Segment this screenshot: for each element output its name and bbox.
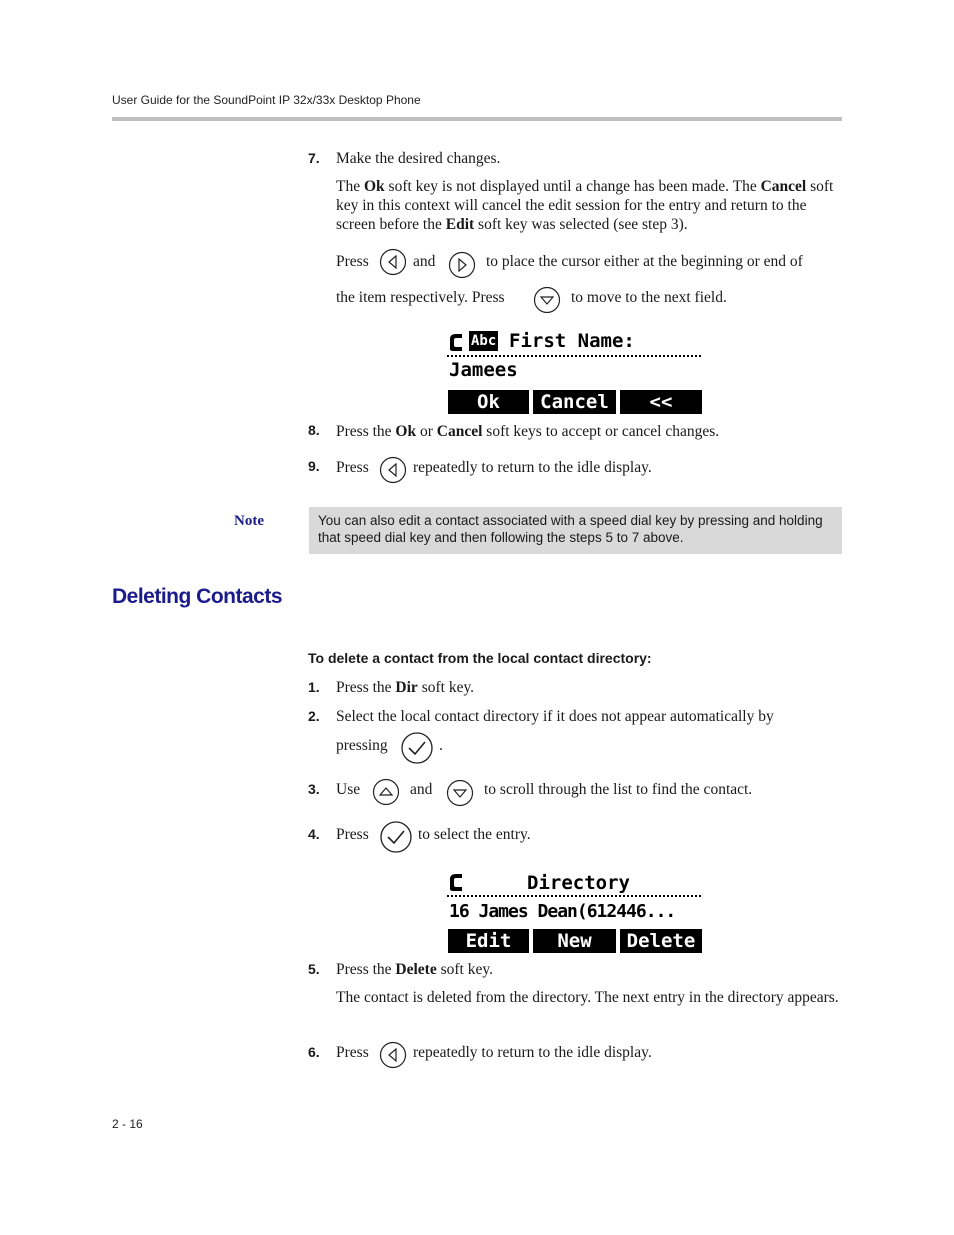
delete-step-5-number: 5. [308, 961, 320, 977]
left-arrow-key-icon [379, 1041, 407, 1069]
select-check-key-icon [400, 731, 434, 765]
down-arrow-key-icon [446, 779, 474, 807]
note-text: You can also edit a contact associated with a speed dial key by pressing and holding that speed dial key and then following the steps 5 to 7 above. [318, 513, 823, 545]
softkey-cancel[interactable]: Cancel [533, 390, 616, 414]
softkey-new[interactable]: New [533, 929, 616, 953]
item-text: the item respectively. Press [336, 289, 505, 306]
delete-step-6-text: repeatedly to return to the idle display. [413, 1044, 652, 1061]
delete-step-3-number: 3. [308, 781, 320, 797]
screen-field-value: Jamees [449, 359, 518, 381]
delete-step-2-text: Select the local contact directory if it does not appear automatically by [336, 708, 774, 725]
screen-field-label: First Name: [509, 330, 635, 352]
note-label: Note [234, 513, 264, 529]
directory-entry: 16 James Dean(612446... [449, 901, 676, 922]
step-7-press-line: Press [336, 253, 369, 270]
delete-step-6-press: Press [336, 1044, 369, 1061]
running-header: User Guide for the SoundPoint IP 32x/33x Desktop Phone [112, 93, 421, 107]
delete-step-3-and: and [410, 781, 433, 798]
delete-step-2-end: . [439, 737, 443, 754]
right-arrow-key-icon [448, 251, 476, 279]
section-heading: Deleting Contacts [112, 585, 283, 608]
delete-step-5-paragraph: The contact is deleted from the directory. The next entry in the directory appears. [336, 989, 839, 1006]
down-arrow-key-icon [533, 286, 561, 314]
step-7-number: 7. [308, 150, 320, 166]
step-7-paragraph: The Ok soft key is not displayed until a change has been made. The Cancel soft key in this context will cancel the edit session for the entry and return to the screen before the Edit soft key was selected (see step 3). [336, 178, 834, 233]
phone-screen-edit [447, 329, 703, 415]
softkey-delete[interactable]: Delete [620, 929, 702, 953]
softkey-ok[interactable]: Ok [448, 390, 529, 414]
phone-handset-icon [447, 871, 467, 893]
next-field-text: to move to the next field. [571, 289, 727, 306]
screen-divider [447, 895, 701, 897]
delete-step-4-press: Press [336, 826, 369, 843]
select-check-key-icon [379, 820, 413, 854]
up-arrow-key-icon [372, 778, 400, 806]
header-rule [112, 117, 842, 121]
screen-divider [447, 355, 701, 357]
left-arrow-key-icon [379, 456, 407, 484]
delete-step-5-text: Press the Delete soft key. [336, 961, 493, 978]
delete-step-6-number: 6. [308, 1044, 320, 1060]
phone-screen-directory [447, 869, 703, 955]
procedure-heading: To delete a contact from the local contact directory: [308, 650, 652, 666]
delete-step-1-text: Press the Dir soft key. [336, 679, 475, 696]
and-word: and [413, 253, 436, 270]
page-number: 2 - 16 [112, 1117, 143, 1131]
step-7-text: Make the desired changes. [336, 150, 501, 167]
delete-step-2-pressing: pressing [336, 737, 388, 754]
screen-title: Directory [527, 872, 630, 894]
softkey-edit[interactable]: Edit [448, 929, 529, 953]
delete-step-3-text: to scroll through the list to find the contact. [484, 781, 753, 798]
delete-step-4-text: to select the entry. [418, 826, 531, 843]
delete-step-1-number: 1. [308, 679, 320, 695]
left-arrow-key-icon [379, 248, 407, 276]
phone-handset-icon [447, 331, 467, 353]
input-mode-indicator: Abc [471, 333, 497, 349]
delete-step-2-number: 2. [308, 708, 320, 724]
step-9-press: Press [336, 459, 369, 476]
delete-step-4-number: 4. [308, 826, 320, 842]
step-9-number: 9. [308, 458, 320, 474]
step-8-number: 8. [308, 422, 320, 438]
cursor-text: to place the cursor either at the beginning or end of [486, 253, 803, 270]
softkey-back[interactable]: << [620, 390, 702, 414]
step-8-text: Press the Ok or Cancel soft keys to accept or cancel changes. [336, 423, 720, 440]
step-9-text: repeatedly to return to the idle display. [413, 459, 652, 476]
delete-step-3-use: Use [336, 781, 361, 798]
